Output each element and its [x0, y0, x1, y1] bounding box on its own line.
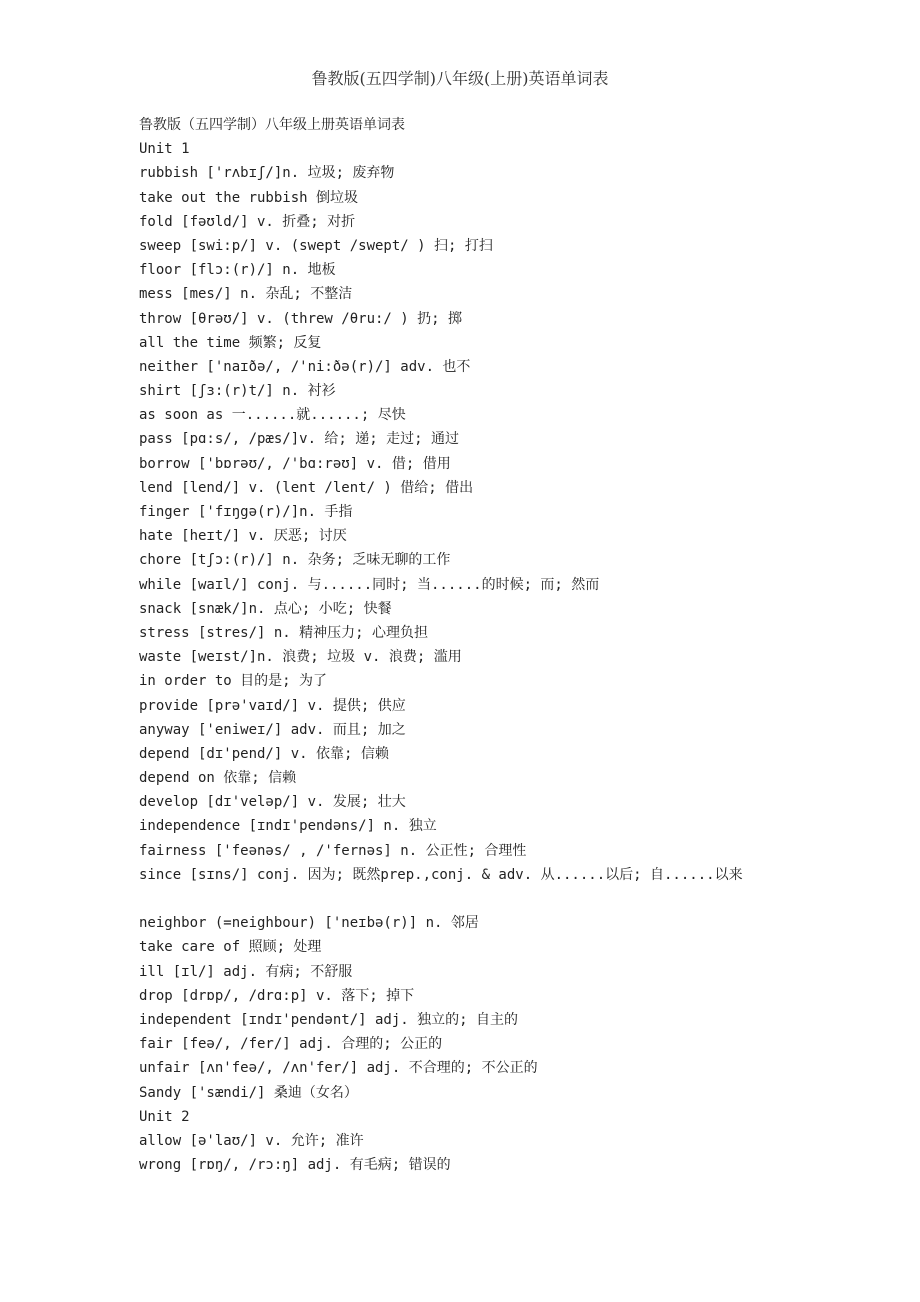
- list-item: mess [mes/] n. 杂乱; 不整洁: [139, 286, 353, 303]
- list-item: while [waɪl/] conj. 与......同时; 当......的时候; 而; 然而: [139, 576, 600, 593]
- list-item: unfair [ʌn'feə/, /ʌn'fer/] adj. 不合理的; 不公正的: [139, 1060, 538, 1077]
- list-item: as soon as 一......就......; 尽快: [139, 407, 406, 424]
- list-item: allow [ə'laʊ/] v. 允许; 准许: [139, 1132, 364, 1149]
- list-item: Sandy ['sændi/] 桑迪（女名）: [139, 1084, 358, 1101]
- list-item: sweep [swi:p/] v. (swept /swept/ ) 扫; 打扫: [139, 237, 493, 254]
- list-item: neither ['naɪðə/, /'ni:ðə(r)/] adv. 也不: [139, 358, 471, 375]
- list-item: Unit 2: [139, 1108, 190, 1125]
- list-item: snack [snæk/]n. 点心; 小吃; 快餐: [139, 600, 392, 617]
- list-item: floor [flɔ:(r)/] n. 地板: [139, 262, 336, 279]
- list-item: independence [ɪndɪ'pendəns/] n. 独立: [139, 818, 437, 835]
- list-item: throw [θrəʊ/] v. (threw /θru:/ ) 扔; 掷: [139, 310, 463, 327]
- list-item: take out the rubbish 倒垃圾: [139, 189, 359, 206]
- list-item: provide [prə'vaɪd/] v. 提供; 供应: [139, 697, 406, 714]
- list-item: depend [dɪ'pend/] v. 依靠; 信赖: [139, 745, 389, 762]
- list-item: fairness ['feənəs/ , /'fernəs] n. 公正性; 合理性: [139, 842, 527, 859]
- list-item: hate [heɪt/] v. 厌恶; 讨厌: [139, 528, 347, 545]
- list-item: finger ['fɪŋgə(r)/]n. 手指: [139, 504, 353, 520]
- list-item: lend [lend/] v. (lent /lent/ ) 借给; 借出: [139, 479, 474, 496]
- list-item: rubbish ['rʌbɪʃ/]n. 垃圾; 废弃物: [139, 165, 395, 182]
- page-header: 鲁教版(五四学制)八年级(上册)英语单词表: [311, 69, 609, 88]
- list-item: in order to 目的是; 为了: [139, 673, 328, 690]
- list-item: drop [drɒp/, /drɑ:p] v. 落下; 掉下: [139, 987, 415, 1004]
- list-item: stress [stres/] n. 精神压力; 心理负担: [139, 624, 429, 641]
- list-item: take care of 照顾; 处理: [139, 939, 322, 956]
- document-title: 鲁教版（五四学制）八年级上册英语单词表: [139, 117, 405, 133]
- list-item: fold [fəʊld/] v. 折叠; 对折: [139, 213, 356, 230]
- list-item: neighbor (=neighbour) ['neɪbə(r)] n. 邻居: [139, 915, 479, 932]
- list-item: fair [feə/, /fer/] adj. 合理的; 公正的: [139, 1036, 443, 1053]
- list-item: shirt [ʃɜ:(r)t/] n. 衬衫: [139, 383, 336, 400]
- blank-line: [139, 887, 799, 911]
- list-item: independent [ɪndɪ'pendənt/] adj. 独立的; 自主的: [139, 1011, 519, 1028]
- word-list: [139, 113, 799, 1177]
- list-item: ill [ɪl/] adj. 有病; 不舒服: [139, 963, 353, 980]
- list-item: all the time 频繁; 反复: [139, 334, 322, 351]
- list-item: wrong [rɒŋ/, /rɔ:ŋ] adj. 有毛病; 错误的: [139, 1157, 451, 1174]
- list-item: chore [tʃɔ:(r)/] n. 杂务; 乏味无聊的工作: [139, 552, 451, 569]
- list-item: waste [weɪst/]n. 浪费; 垃圾 v. 浪费; 滥用: [139, 649, 462, 666]
- list-item: pass [pɑ:s/, /pæs/]v. 给; 递; 走过; 通过: [139, 431, 460, 448]
- list-item: anyway ['eniweɪ/] adv. 而且; 加之: [139, 721, 406, 738]
- list-item: borrow ['bɒrəʊ/, /'bɑ:rəʊ] v. 借; 借用: [139, 455, 451, 472]
- list-item: develop [dɪ'veləp/] v. 发展; 壮大: [139, 794, 406, 811]
- list-item: Unit 1: [139, 141, 190, 158]
- list-item: since [sɪns/] conj. 因为; 既然prep.,conj. & adv. 从......以后; 自......以来: [139, 866, 743, 883]
- list-item: depend on 依靠; 信赖: [139, 770, 297, 787]
